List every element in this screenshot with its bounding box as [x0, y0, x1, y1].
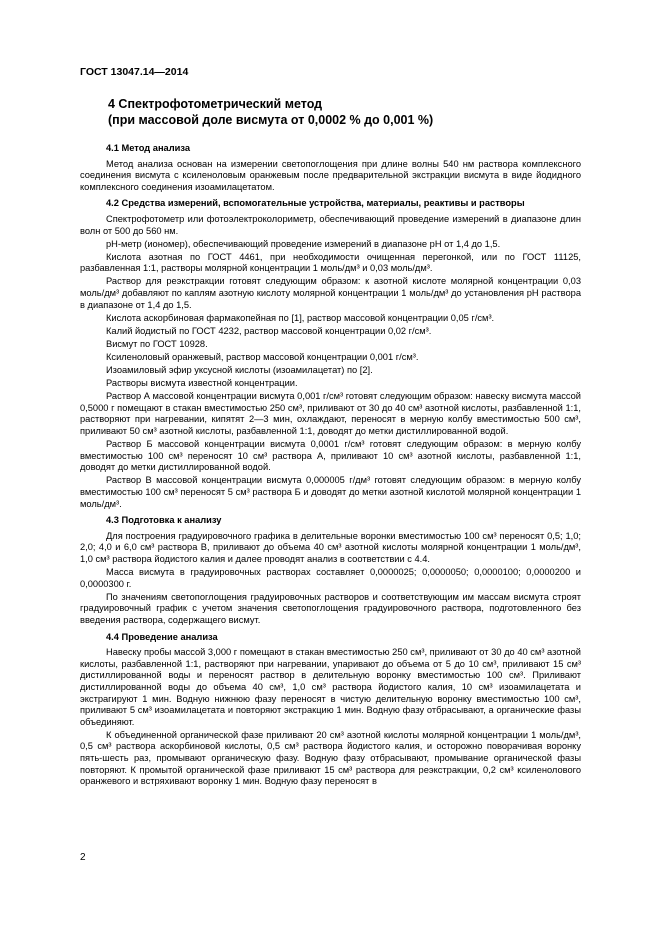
paragraph: Метод анализа основан на измерении светопоглощения при длине волны 540 нм раствора комплексного соединения висмута с ксиленоловым оранжевым после предварительной экстракции висмута в виде йодидного комплексного соединения изоамилацетатом.: [80, 158, 581, 192]
paragraph: Растворы висмута известной концентрации.: [106, 378, 298, 389]
paragraph: Калий йодистый по ГОСТ 4232, раствор массовой концентрации 0,02 г/см³.: [106, 325, 432, 336]
section-title-line-1: 4 Спектрофотометрический метод: [108, 97, 323, 111]
paragraph: Раствор В массовой концентрации висмута 0,000005 г/дм³ готовят следующим образом: в мерную колбу вместимостью 100 см³ переносят 5 см³ раствора Б и доводят до метки азотной кислотой молярной концентрации 1 моль/дм³.: [80, 475, 581, 509]
paragraph: Навеску пробы массой 3,000 г помещают в стакан вместимостью 250 см³, приливают от 30 до 40 см³ азотной кислоты, разбавленной 1:1, растворяют при нагревании, упаривают до объема от 5 до 10 см³, приливают 15 см³ дистиллированной воды и переносят раствор в делительную воронку вместимостью 100 см³. Приливают дистиллированной воды до объема 40 см³, 1,0 см³ раствора йодистого калия, 10 см³ изоамилацетата и экстрагируют 1 мин. Водную нижнюю фазу переносят в чистую делительную воронку вместимостью 100 см³, приливают 5 см³ изоамилацетата и повторяют экстракцию 1 мин. Водную фазу отбрасывают, а органические фазы объединяют.: [80, 647, 581, 727]
paragraph: Масса висмута в градуировочных растворах составляет 0,0000025; 0,0000050; 0,0000100; 0,0000200 и 0,0000300 г.: [80, 567, 581, 589]
paragraph: Висмут по ГОСТ 10928.: [106, 338, 208, 349]
paragraph: Для построения градуировочного графика в делительные воронки вместимостью 100 см³ переносят 0,5; 1,0; 2,0; 4,0 и 6,0 см³ раствора В, приливают до объема 40 см³ азотной кислоты молярной концентрации 1 моль/дм³, 1,0 см³ раствора йодистого калия и далее проводят анализ в соответствии с 4.4.: [80, 530, 581, 564]
paragraph: Кислота аскорбиновая фармакопейная по [1], раствор массовой концентрации 0,05 г/см³.: [106, 312, 495, 323]
paragraph: Кислота азотная по ГОСТ 4461, при необходимости очищенная перегонкой, или по ГОСТ 11125, разбавленная 1:1, растворы молярной концентрации 1 моль/дм³ и 0,03 моль/дм³.: [80, 251, 581, 274]
paragraph: К объединенной органической фазе приливают 20 см³ азотной кислоты молярной концентрации 1 моль/дм³, 0,5 см³ раствора аскорбиновой кислоты, 0,5 см³ раствора йодистого калия, и осторожно поворачивая воронку пять-шесть раз, промывают органическую фазу. Водную фазу отбрасывают, промывание органической фазы повторяют. К промытой органической фазе приливают 15 см³ раствора для реэкстракции, 0,2 см³ ксиленолового оранжевого и встряхивают воронку 1 мин. Водную фазу переносят в: [80, 729, 581, 787]
paragraph: Спектрофотометр или фотоэлектроколориметр, обеспечивающий проведение измерений в диапазоне длин волн от 500 до 560 нм.: [80, 213, 581, 236]
subsection-title: 4.2 Средства измерений, вспомогательные устройства, материалы, реактивы и растворы: [106, 198, 525, 209]
subsection-title: 4.4 Проведение анализа: [106, 631, 218, 642]
paragraph: Раствор для реэкстракции готовят следующим образом: к азотной кислоте молярной концентрации 0,03 моль/дм³ добавляют по каплям азотную кислоту молярной концентрации 1 моль/дм³ до установления рН раствора в диапазоне от 1,4 до 1,5.: [80, 276, 581, 310]
subsection-title: 4.1 Метод анализа: [106, 143, 191, 153]
paragraph: Изоамиловый эфир уксусной кислоты (изоамилацетат) по [2].: [106, 365, 373, 376]
paragraph: Ксиленоловый оранжевый, раствор массовой концентрации 0,001 г/см³.: [106, 352, 419, 362]
paragraph: По значениям светопоглощения градуировочных растворов и соответствующим им массам висмута строят градуировочный график с учетом значения светопоглощения градуировочного раствора, подготовленного без введения раствора, содержащего висмут.: [80, 591, 581, 625]
section-title: [108, 96, 578, 128]
paragraph: рН-метр (иономер), обеспечивающий проведение измерений в диапазоне рН от 1,4 до 1,5.: [106, 238, 501, 249]
paragraph: Раствор А массовой концентрации висмута 0,001 г/см³ готовят следующим образом: навеску висмута массой 0,5000 г помещают в стакан вместимостью 250 см³, приливают от 30 до 40 см³ азотной кислоты, разбавленной 1:1, растворяют при нагревании, кипятят 2—3 мин, охлаждают, переносят в мерную колбу вместимостью 500 см³, приливают 50 см³ азотной кислоты, разбавленной 1:1, доводят до метки дистиллированной водой.: [80, 391, 581, 437]
paragraph: Раствор Б массовой концентрации висмута 0,0001 г/см³ готовят следующим образом: в мерную колбу вместимостью 100 см³ переносят 10 см³ раствора А, приливают 10 см³ азотной кислоты, разбавленной 1:1, доводят до метки дистиллированной водой.: [80, 439, 581, 473]
subsection-title: 4.3 Подготовка к анализу: [106, 515, 222, 526]
section-title-line-2: (при массовой доле висмута от 0,0002 % до 0,001 %): [108, 113, 434, 127]
document-body: [80, 138, 581, 789]
document-header: ГОСТ 13047.14—2014: [80, 66, 189, 78]
page-number: 2: [80, 852, 86, 863]
